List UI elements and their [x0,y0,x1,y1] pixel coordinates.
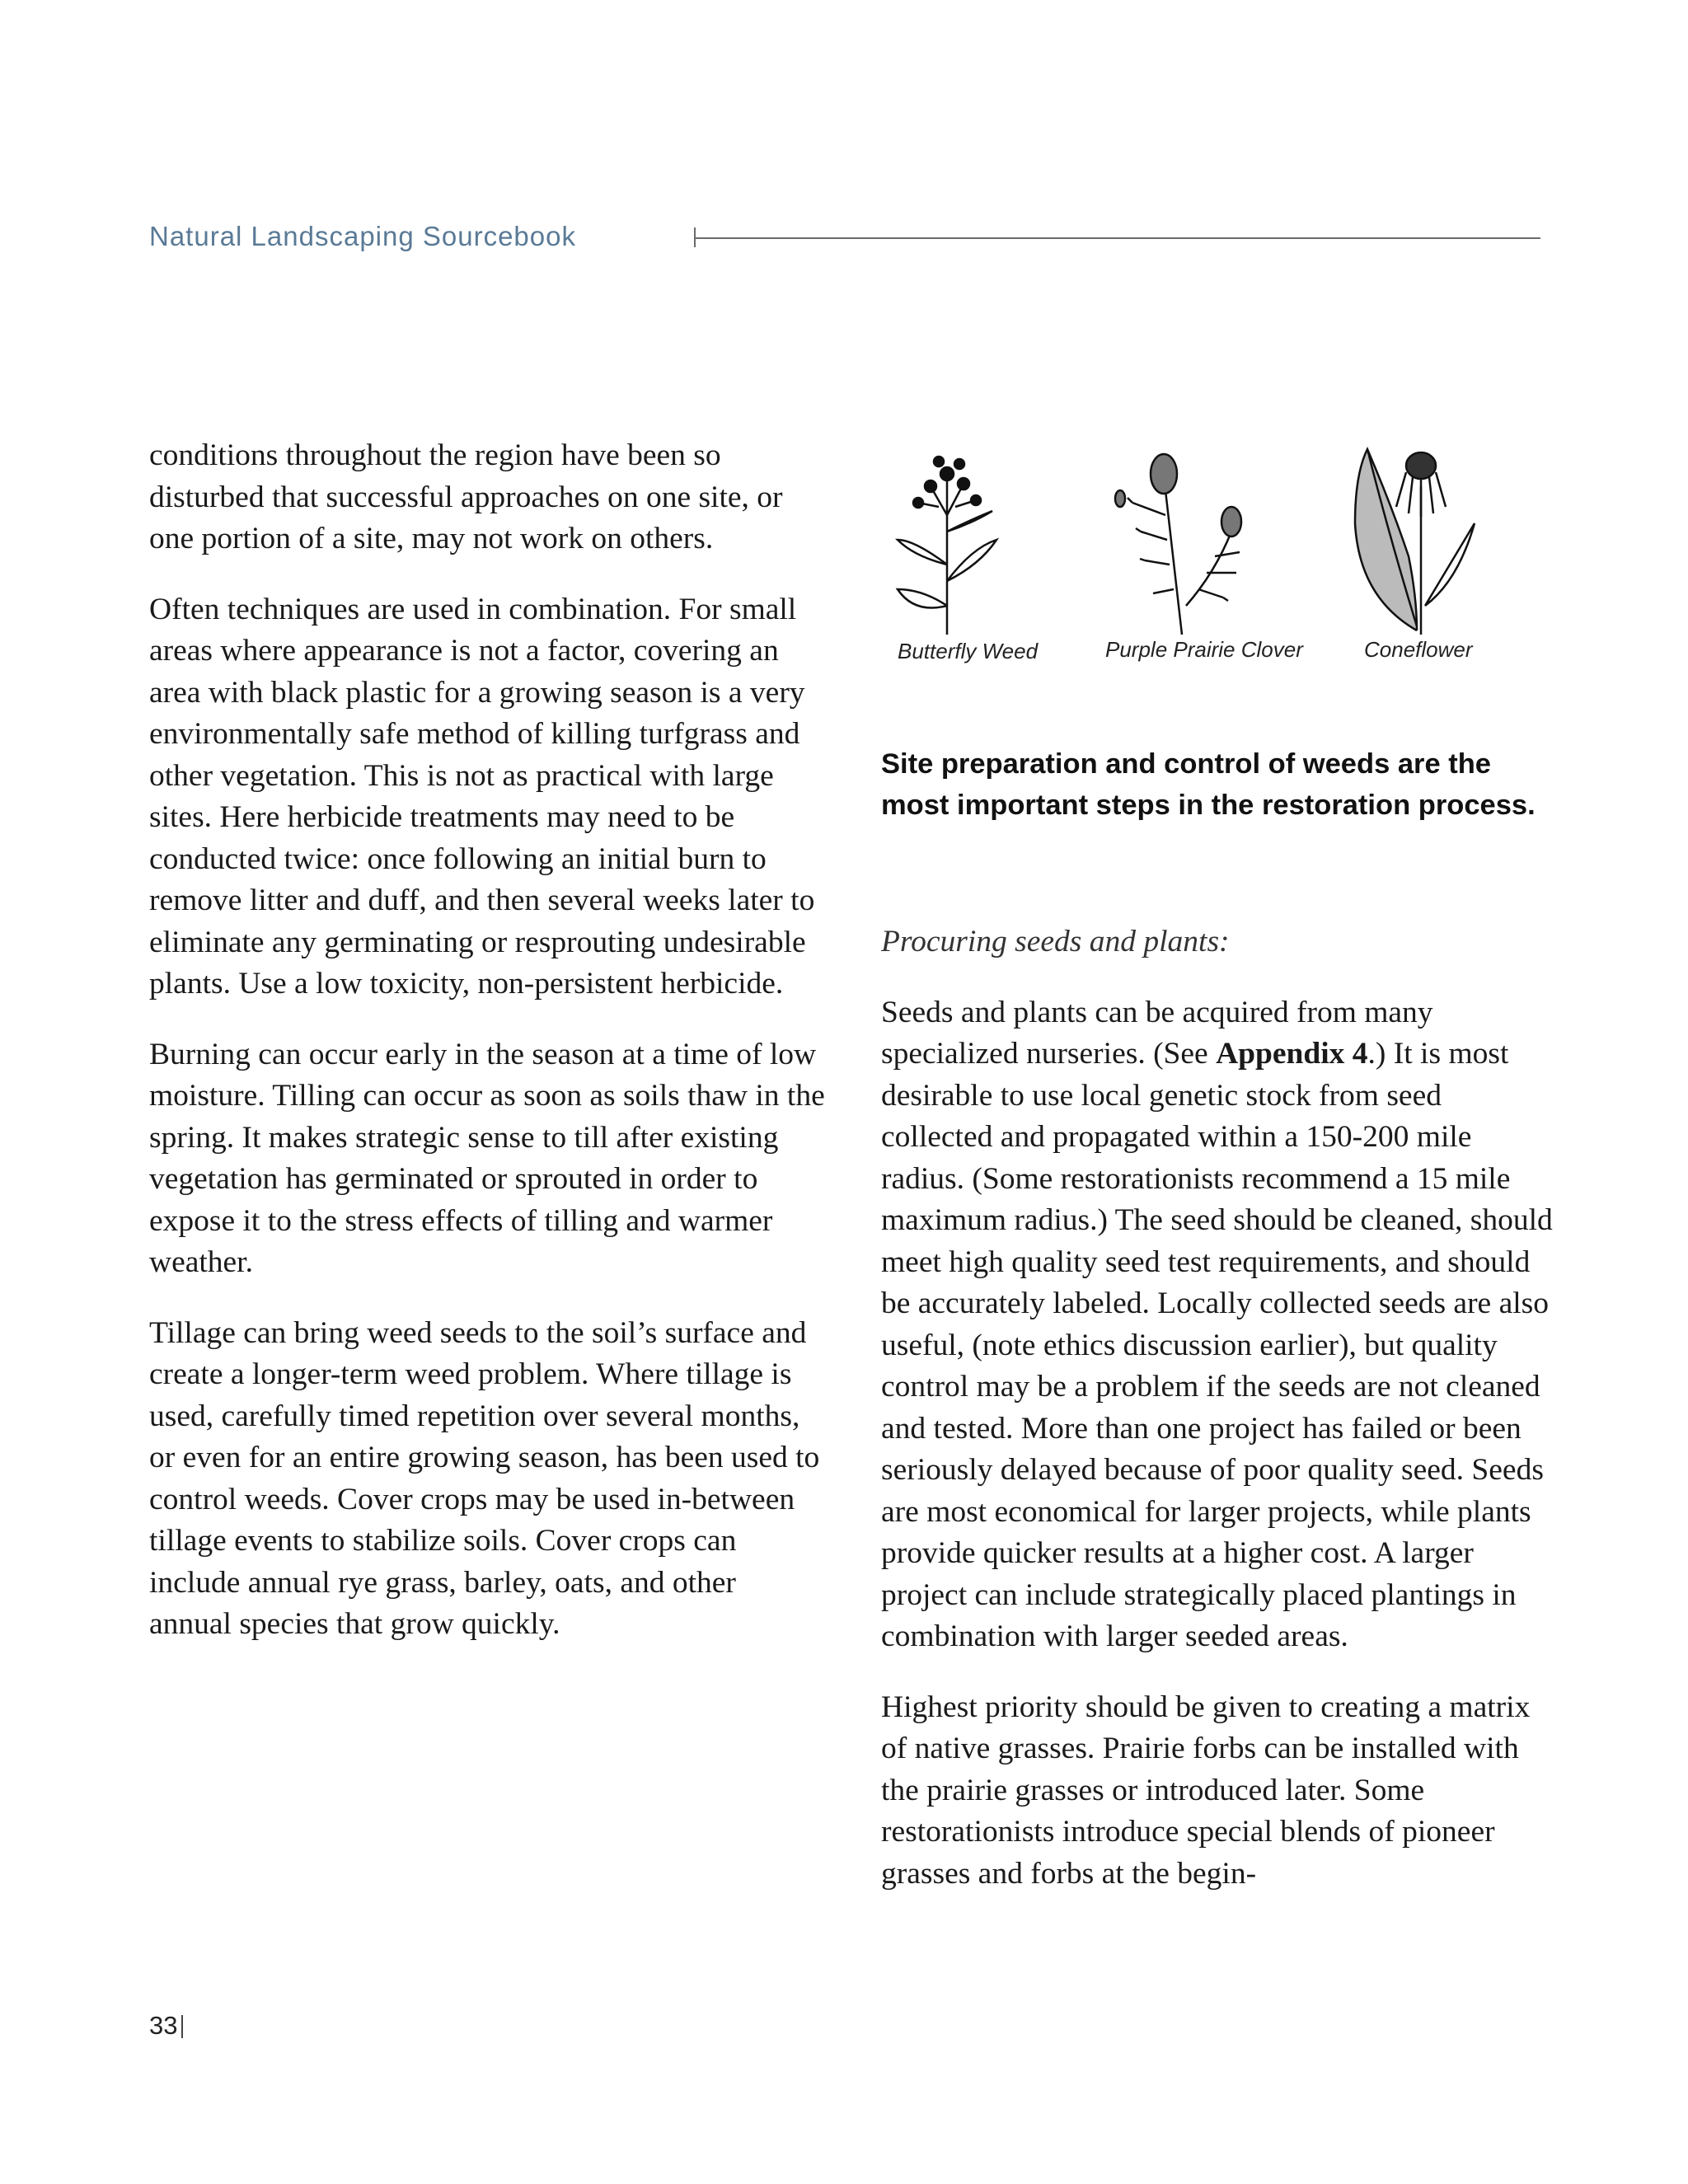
body-paragraph: Tillage can bring weed seeds to the soil’s surface and create a longer-term weed problem. Where tillage is used, carefully timed repetition over several months, or even for an entire growing season, has been used to control weeds. Cover crops may be used in-between tillage events to stabilize soils. Cover crops can include annual rye grass, barley, oats, and other annual species that grow quickly. [149,1315,820,1641]
left-column [149,435,825,1675]
coneflower-illustration [1351,441,1483,639]
paragraph-text: Seeds and plants can be acquired from many specialized nurseries. (See [881,995,1433,1071]
plant-illustrations [881,441,1565,672]
subheading: Procuring seeds and plants: [881,925,1230,958]
body-paragraph: Highest priority should be given to creating a matrix of native grasses. Prairie forbs can be installed with the prairie grasses or introduced later. Some restorationists introduce special blends of pioneer grasses and forbs at the begin- [881,1690,1531,1891]
plant-caption: Butterfly Weed [898,639,1039,663]
plant-caption: Coneflower [1364,637,1473,662]
header-rule [694,237,1540,239]
body-paragraph [881,992,1557,1658]
body-paragraph: conditions throughout the region have been so disturbed that successful approaches on one site, or one portion of a site, may not work on others. [149,438,783,555]
running-header: Natural Landscaping Sourcebook [149,221,576,251]
purple-prairie-clover-illustration [1108,441,1273,639]
body-paragraph: Often techniques are used in combination. For small areas where appearance is not a factor, covering an area with black plastic for a growing season is a very environmentally safe method of killing turfgrass and other vegetation. This is not as practical with large sites. Here herbicide treatments may need to be conducted twice: once following an initial burn to remove litter and duff, and then several weeks later to eliminate any germinating or resprouting undesirable plants. Use a low toxicity, non-persistent herbicide. [149,592,815,1001]
body-paragraph: Burning can occur early in the season at a time of low moisture. Tilling can occur as soon as soils thaw in the spring. It makes strategic sense to till after existing vegetation has germinated or sprouted in order to expose it to the stress effects of tilling and warmer weather. [149,1037,825,1279]
page-number: 33 [149,2011,178,2040]
page-number-tick [181,2015,183,2038]
section-heading: Site preparation and control of weeds are the most important steps in the restoration process. [881,748,1536,821]
paragraph-text: .) It is most desirable to use local genetic stock from seed collected and propagated within a 150-200 mile radius. (Some restorationists recommend a 15 mile maximum radius.) The seed should be cleaned, should meet high quality seed test requirements, and should be accurately labeled. Locally collected seeds are also useful, (note ethics discussion earlier), but quality control may be a problem if the seeds are not cleaned and tested. More than one project has failed or been seriously delayed because of poor quality seed. Seeds are most economical for larger projects, while plants provide quicker results at a higher cost. A larger project can include strategically placed plantings in combination with larger seeded areas. [881,1037,1553,1653]
appendix-reference: Appendix 4 [1216,1037,1368,1071]
butterfly-weed-illustration [881,441,1013,639]
plant-caption: Purple Prairie Clover [1105,637,1303,662]
right-column [881,921,1557,1924]
